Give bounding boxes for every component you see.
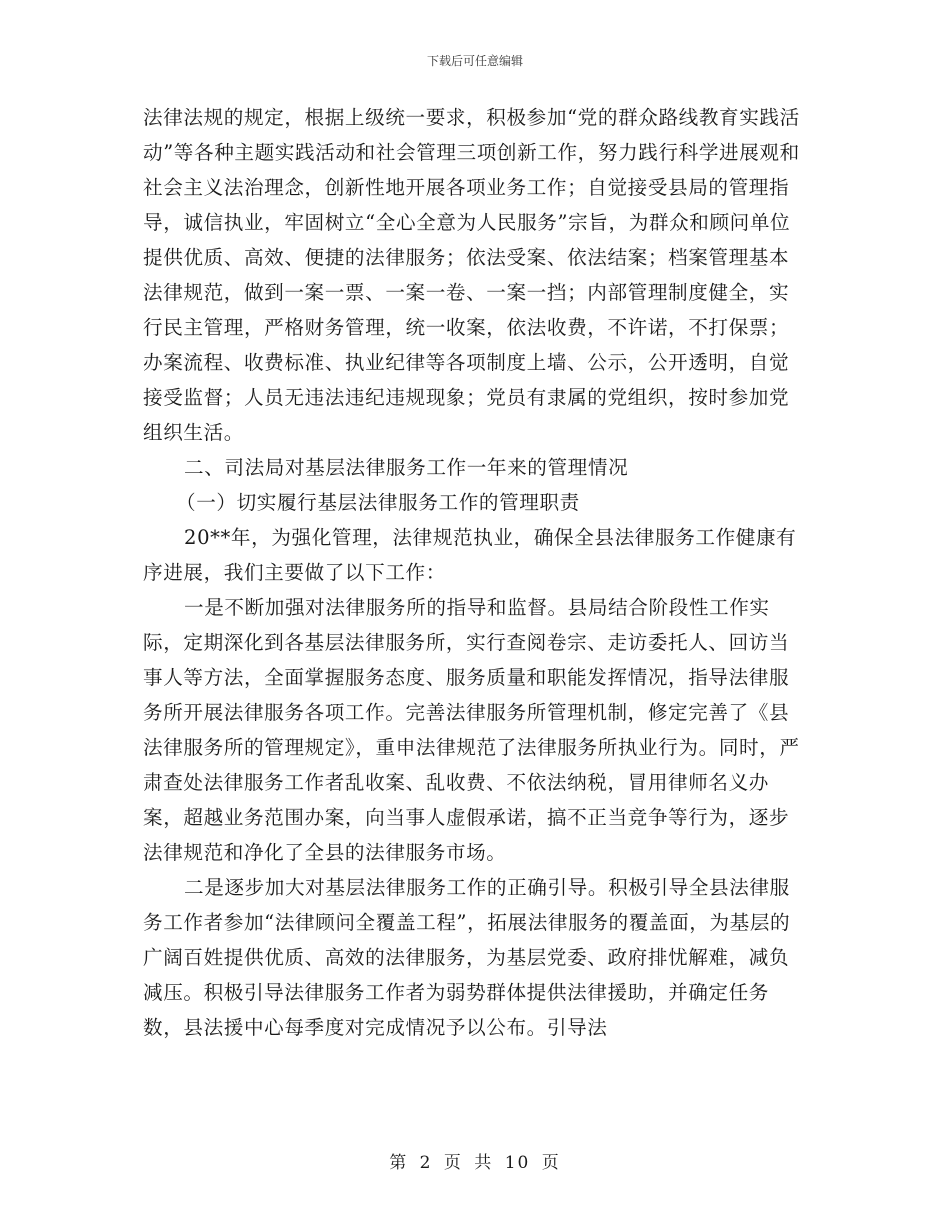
paragraph-continuation: 法律法规的规定，根据上级统一要求，积极参加“党的群众路线教育实践活动”等各种主题实践活动和社会管理三项创新工作，努力践行科学进展观和社会主义法治理念，创新性地开展各项业务工作；自觉接受县局的管理指导，诚信执业，牢固树立“全心全意为人民服务”宗旨，为群众和顾问单位提供优质、高效、便捷的法律服务；依法受案、依法结案；档案管理基本法律规范，做到一案一票、一案一卷、一案一挡；内部管理制度健全，实行民主管理，严格财务管理，统一收案，依法收费，不许诺，不打保票；办案流程、收费标准、执业纪律等各项制度上墙、公示，公开透明，自觉接受监督；人员无违法违纪违规现象；党员有隶属的党组织，按时参加党组织生活。: [143, 106, 800, 444]
page-number: 第 2 页 共 10 页: [389, 1153, 561, 1173]
section-heading: 二、司法局对基层法律服务工作一年来的管理情况: [184, 456, 629, 479]
subsection-heading: （一）切实履行基层法律服务工作的管理职责: [176, 491, 580, 514]
paragraph: 二是逐步加大对基层法律服务工作的正确引导。积极引导全县法律服务工作者参加“法律顾问全覆盖工程”，拓展法律服务的覆盖面，为基层的广阔百姓提供优质、高效的法律服务，为基层党委、政府排忧解难，减负减压。积极引导法律服务工作者为弱势群体提供法律援助，并确定任务数，县法援中心每季度对完成情况予以公布。引导法: [143, 876, 791, 1039]
paragraph: 一是不断加强对法律服务所的指导和监督。县局结合阶段性工作实际，定期深化到各基层法律服务所，实行查阅卷宗、走访委托人、回访当事人等方法，全面掌握服务态度、服务质量和职能发挥情况，指导法律服务所开展法律服务各项工作。完善法律服务所管理机制，修定完善了《县法律服务所的管理规定》，重申法律规范了法律服务所执业行为。同时，严肃查处法律服务工作者乱收案、乱收费、不依法纳税，冒用律师名义办案，超越业务范围办案，向当事人虚假承诺，搞不正当竞争等行为，逐步法律规范和净化了全县的法律服务市场。: [143, 596, 800, 864]
paragraph: 20**年，为强化管理，法律规范执业，确保全县法律服务工作健康有序进展，我们主要做了以下工作：: [143, 526, 797, 584]
page-header-note: 下载后可任意编辑: [426, 54, 523, 68]
document-body: [143, 100, 803, 1045]
